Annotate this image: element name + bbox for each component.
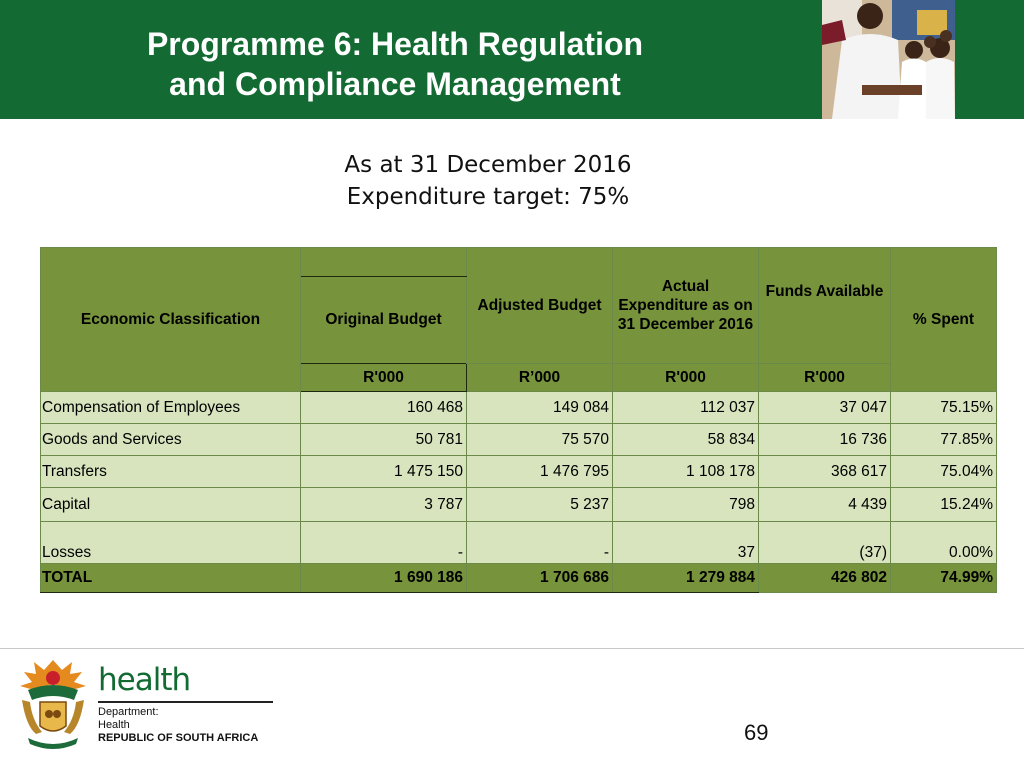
cell-spent: 75.04% <box>891 456 997 488</box>
header-actual-expenditure: Actual Expenditure as on 31 December 2016 <box>613 248 759 364</box>
cell-adjusted: 5 237 <box>467 488 613 522</box>
page-number: 69 <box>744 720 769 745</box>
cell-original: 50 781 <box>301 424 467 456</box>
dept-name: Health <box>98 719 130 731</box>
cell-available: (37) <box>759 522 891 564</box>
header-funds-available: Funds Available <box>759 248 891 364</box>
header-percent-spent: % Spent <box>891 248 997 392</box>
cell-actual: 37 <box>613 522 759 564</box>
table-row <box>41 392 997 424</box>
header-economic-classification: Economic Classification <box>41 248 301 392</box>
unit-original: R'000 <box>301 364 467 392</box>
country-name: REPUBLIC OF SOUTH AFRICA <box>98 732 259 744</box>
table-row <box>41 488 997 522</box>
cell-original: 1 475 150 <box>301 456 467 488</box>
footer-divider <box>0 648 1024 649</box>
cell-spent: 77.85% <box>891 424 997 456</box>
total-spent: 74.99% <box>891 564 997 593</box>
cell-original: 160 468 <box>301 392 467 424</box>
cell-spent: 15.24% <box>891 488 997 522</box>
unit-available: R'000 <box>759 364 891 392</box>
cell-original: 3 787 <box>301 488 467 522</box>
cell-available: 16 736 <box>759 424 891 456</box>
row-label: Capital <box>41 488 301 522</box>
cell-available: 4 439 <box>759 488 891 522</box>
cell-actual: 58 834 <box>613 424 759 456</box>
header-adjusted-budget: Adjusted Budget <box>467 248 613 364</box>
cell-available: 368 617 <box>759 456 891 488</box>
report-date: As at 31 December 2016 <box>344 152 632 178</box>
coat-of-arms-logo <box>16 656 90 752</box>
cell-actual: 1 108 178 <box>613 456 759 488</box>
banner-photo <box>822 0 955 119</box>
page-title-line-1: Programme 6: Health Regulation <box>146 26 644 62</box>
unit-adjusted: R’000 <box>467 364 613 392</box>
title-banner <box>0 0 1024 119</box>
unit-actual: R'000 <box>613 364 759 392</box>
cell-adjusted: 149 084 <box>467 392 613 424</box>
total-adjusted: 1 706 686 <box>467 564 613 593</box>
row-label: Transfers <box>41 456 301 488</box>
total-original: 1 690 186 <box>301 564 467 593</box>
row-label: Losses <box>41 522 301 564</box>
cell-adjusted: 1 476 795 <box>467 456 613 488</box>
cell-original: - <box>301 522 467 564</box>
total-row <box>41 564 997 593</box>
table-row <box>41 424 997 456</box>
dept-label: Department: <box>98 706 159 718</box>
row-label: Goods and Services <box>41 424 301 456</box>
total-actual: 1 279 884 <box>613 564 759 593</box>
cell-spent: 75.15% <box>891 392 997 424</box>
cell-adjusted: - <box>467 522 613 564</box>
table-row <box>41 456 997 488</box>
cell-actual: 798 <box>613 488 759 522</box>
logo-divider <box>98 701 273 703</box>
page-title <box>60 24 730 104</box>
cell-spent: 0.00% <box>891 522 997 564</box>
cell-adjusted: 75 570 <box>467 424 613 456</box>
coat-of-arms-icon <box>16 656 90 752</box>
row-label: Compensation of Employees <box>41 392 301 424</box>
cell-actual: 112 037 <box>613 392 759 424</box>
report-subtitle <box>288 149 688 213</box>
budget-table <box>40 247 997 593</box>
total-label: TOTAL <box>41 564 301 593</box>
cell-available: 37 047 <box>759 392 891 424</box>
page-title-line-2: and Compliance Management <box>169 66 621 102</box>
header-spacer <box>301 248 467 277</box>
expenditure-target: Expenditure target: 75% <box>346 184 630 210</box>
table-row <box>41 522 997 564</box>
nurse-children-photo <box>822 0 955 119</box>
health-logo-wordmark: health <box>98 662 191 698</box>
header-original-budget: Original Budget <box>301 277 467 364</box>
total-available: 426 802 <box>759 564 891 593</box>
